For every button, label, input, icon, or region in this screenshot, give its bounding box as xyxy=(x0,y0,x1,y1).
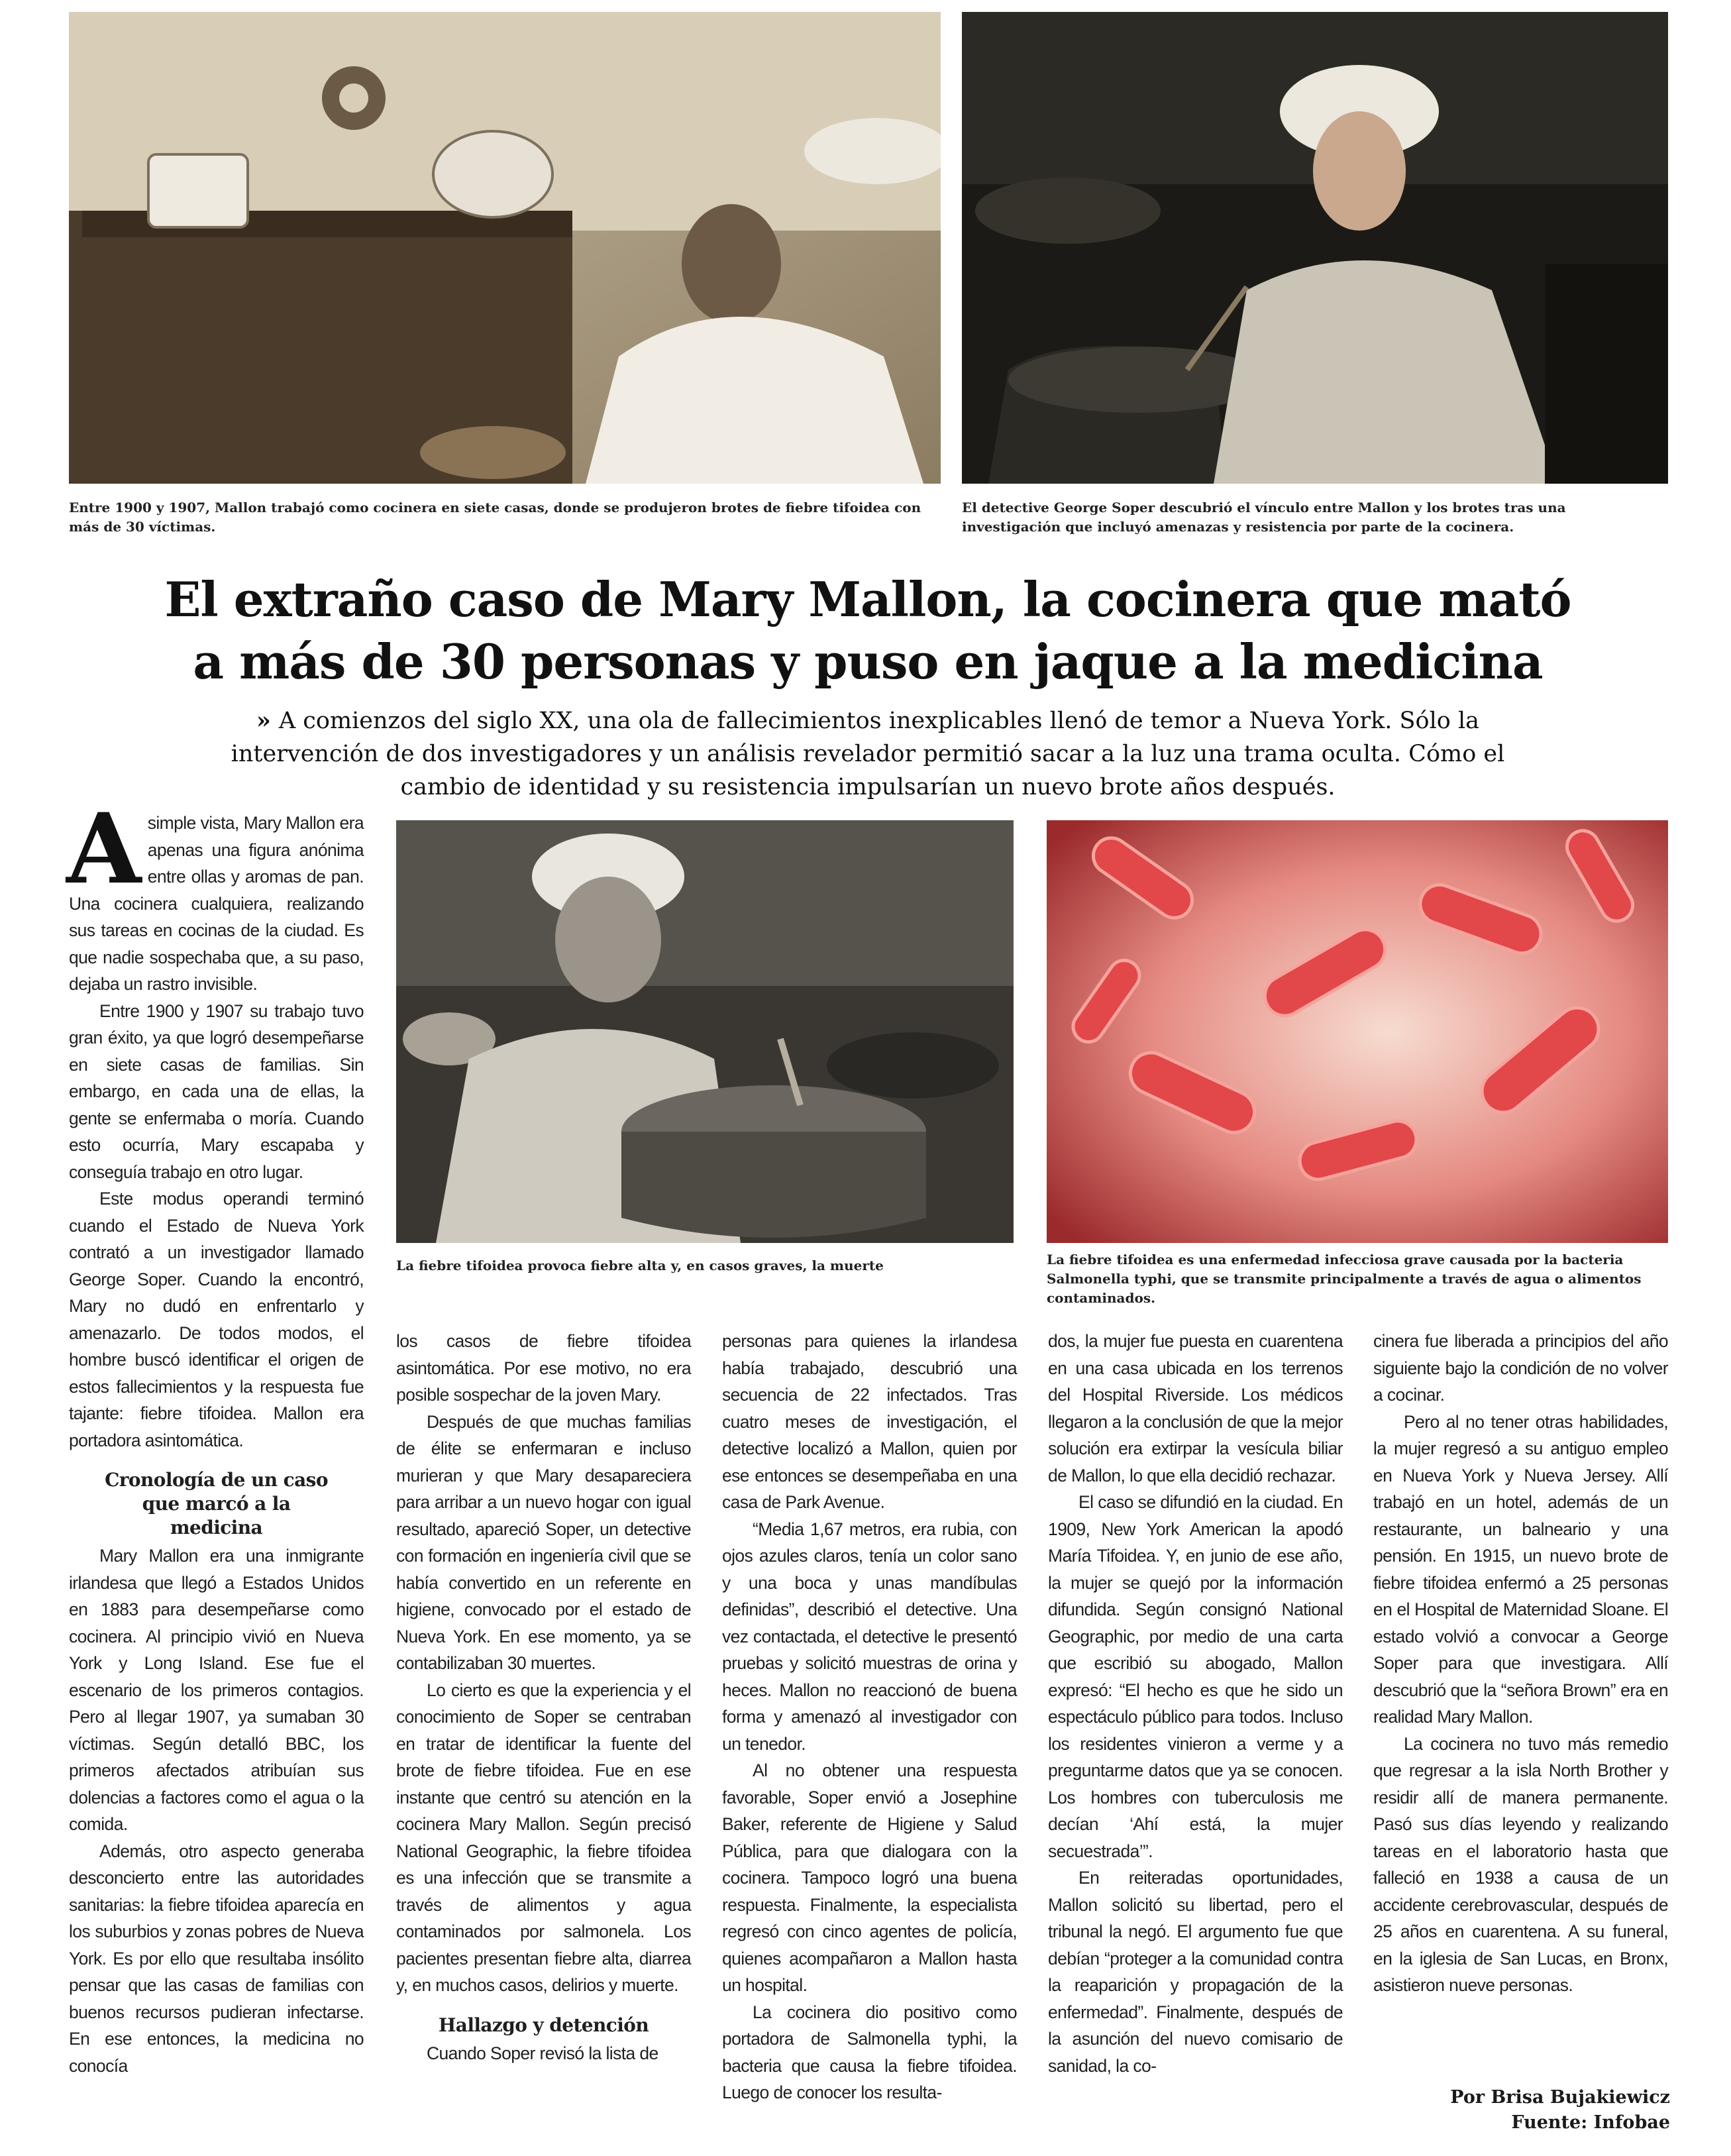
photo-caption-1: Entre 1900 y 1907, Mallon trabajó como cocinera en siete casas, donde se produjeron brotes de fiebre tifoidea con más de 30 víctimas. xyxy=(69,500,921,535)
article-paragraph: Este modus operandi terminó cuando el Estado de Nueva York contrató a un investigador llamado George Soper. Cuando la encontró, Mary no dudó en enfrentarlo y amenazarlo. De todos modos, el hombre buscó identificar el origen de estos fallecimientos y la respuesta fue tajante: fiebre tifoidea. Mallon era portadora asintomática. xyxy=(69,1189,364,1450)
headline-line-1: El extraño caso de Mary Mallon, la cocinera que mató xyxy=(164,571,1571,627)
article-paragraph: La cocinera no tuvo más remedio que regresar a la isla North Brother y residir allí de manera permanente. Pasó sus días leyendo y realizando tareas en el laboratorio hasta que falleció en 1938 a causa de un accidente cerebrovascular, después de 25 años en cuarentena. A su funeral, en la iglesia de San Lucas, en Bronx, asistieron nueve personas. xyxy=(1373,1733,1668,1995)
article-column-2 xyxy=(396,1328,691,2067)
article-paragraph: Entre 1900 y 1907 su trabajo tuvo gran éxito, ya que logró desempeñarse en siete casas de familias. Sin embargo, en cada una de ellas, la gente se enfermaba o moría. Cuando esto ocurría, Mary escapaba y conseguía trabajo en otro lugar. xyxy=(69,1000,364,1182)
cook-pot-photo xyxy=(396,820,1014,1243)
article-lead xyxy=(199,704,1537,804)
subheading: Cronología de un caso que marcó a la medicina xyxy=(105,1469,328,1538)
mallon-vintage-photo xyxy=(69,12,941,484)
subheading: Hallazgo y detención xyxy=(438,2014,649,2036)
article-paragraph: El caso se difundió en la ciudad. En 1909, New York American la apodó María Tifoidea. Y, en junio de ese año, la mujer se quejó por la información difundida. Según consignó National Geographic, por medio de una carta que escribió su abogado, Mallon expresó: “El hecho es que he sido un espectáculo público para todos. Incluso los residentes vinieron a verme y a preguntarme datos que ya se conocen. Los hombres con tuberculosis me decían ‘Ahí está, la mujer secuestrada’”. xyxy=(1048,1492,1343,1861)
lead-text: A comienzos del siglo XX, una ola de fallecimientos inexplicables llenó de temor a Nueva York. Sólo la intervención de dos investigadores y un análisis revelador permitió sacar a la luz una trama oculta. Cómo el cambio de identidad y su resistencia impulsarían un nuevo brote años después. xyxy=(231,708,1505,800)
byline xyxy=(1450,2085,1670,2135)
soper-kitchen-photo xyxy=(962,12,1668,484)
byline-source: Fuente: Infobae xyxy=(1511,2112,1670,2133)
article-paragraph: Mary Mallon era una inmigrante irlandesa que llegó a Estados Unidos en 1883 para desempeñarse como cocinera. Al principio vivió en Nueva York y Long Island. Ese fue el escenario de los primeros contagios. Pero al llegar 1907, ya sumaban 30 víctimas. Según detalló BBC, los primeros afectados atribuían sus dolencias a factores como el agua o la comida. xyxy=(69,1546,364,1834)
article-column-4 xyxy=(1048,1328,1343,2079)
headline-line-2: a más de 30 personas y puso en jaque a la medicina xyxy=(193,633,1543,690)
article-paragraph: los casos de fiebre tifoidea asintomática. Por ese motivo, no era posible sospechar de la joven Mary. xyxy=(396,1331,691,1405)
bacteria-photo xyxy=(1047,820,1668,1243)
article-paragraph: personas para quienes la irlandesa había trabajado, descubrió una secuencia de 22 infectados. Tras cuatro meses de investigación, el detective localizó a Mallon, quien por ese entonces se desempeñaba en una casa de Park Avenue. xyxy=(722,1331,1017,1512)
photo-caption-3: La fiebre tifoidea provoca fiebre alta y, en casos graves, la muerte xyxy=(396,1258,884,1273)
article-paragraph: Al no obtener una respuesta favorable, Soper envió a Josephine Baker, referente de Higiene y Salud Pública, para que dialogara con la cocinera. Tampoco logró una buena respuesta. Finalmente, la especialista regresó con cinco agentes de policía, quienes acompañaron a Mallon hasta un hospital. xyxy=(722,1760,1017,1995)
photo-caption-4: La fiebre tifoidea es una enfermedad infecciosa grave causada por la bacteria Salmonella typhi, que se transmite principalmente a través de agua o alimentos contaminados. xyxy=(1047,1252,1642,1306)
article-paragraph: Pero al no tener otras habilidades, la mujer regresó a su antiguo empleo en Nueva York y Nueva Jersey. Allí trabajó en un hotel, además de un restaurante, un balneario y una pensión. En 1915, un nuevo brote de fiebre tifoidea enfermó a 25 personas en el Hospital de Maternidad Sloane. El estado volvió a convocar a George Soper para que investigara. Allí descubrió que la “señora Brown” era en realidad Mary Mallon. xyxy=(1373,1411,1668,1727)
article-column-3 xyxy=(722,1328,1017,2106)
article-column-5 xyxy=(1373,1328,1668,1999)
drop-cap: A xyxy=(66,792,141,906)
article-paragraph: Cuando Soper revisó la lista de xyxy=(427,2043,658,2063)
article-paragraph: Asimple vista, Mary Mallon era apenas una figura anónima entre ollas y aromas de pan. Una cocinera cualquiera, realizando sus tareas en cocinas de la ciudad. Es que nadie sospechaba que, a su paso, dejaba un rastro invisible. xyxy=(66,792,364,994)
article-paragraph: cinera fue liberada a principios del año siguiente bajo la condición de no volver a cocinar. xyxy=(1373,1331,1668,1405)
article-paragraph: Lo cierto es que la experiencia y el conocimiento de Soper se centraban en tratar de identificar la fuente del brote de fiebre tifoidea. Fue en ese instante que centró su atención en la cocinera Mary Mallon. Según precisó National Geographic, la fiebre tifoidea es una infección que se transmite a través de alimentos y agua contaminados por salmonela. Los pacientes presentan fiebre alta, diarrea y, en muchos casos, delirios y muerte. xyxy=(396,1680,691,1995)
article-paragraph: En reiteradas oportunidades, Mallon solicitó su libertad, pero el tribunal la negó. El argumento fue que debían “proteger a la comunidad contra la reaparición y propagación de la enfermedad”. Finalmente, después de la asunción del nuevo comisario de sanidad, la co- xyxy=(1048,1868,1343,2076)
article-paragraph: Después de que muchas familias de élite se enfermaran e incluso murieran y que Mary desapareciera para arribar a un nuevo hogar con igual resultado, apareció Soper, un detective con formación en ingeniería civil que se había convertido en un referente en higiene, convocado por el estado de Nueva York. En ese momento, ya se contabilizaban 30 muertes. xyxy=(396,1411,691,1673)
byline-author: Por Brisa Bujakiewicz xyxy=(1450,2087,1670,2108)
article-paragraph: Además, otro aspecto generaba desconcierto entre las autoridades sanitarias: la fiebre tifoidea aparecía en los suburbios y zonas pobres de Nueva York. Es por ello que resultaba insólito pensar que las casas de familias con buenos recursos pudieran infectarse. En ese entonces, la medicina no conocía xyxy=(69,1841,364,2076)
article-paragraph: La cocinera dio positivo como portadora de Salmonella typhi, la bacteria que causa la fiebre tifoidea. Luego de conocer los resulta- xyxy=(722,2002,1017,2102)
article-column-1 xyxy=(66,792,364,2079)
article-paragraph: “Media 1,67 metros, era rubia, con ojos azules claros, tenía un color sano y una boca y unas mandíbulas definidas”, describió el detective. Una vez contactada, el detective le presentó pruebas y solicitó muestras de orina y heces. Mallon no reaccionó de buena forma y amenazó al investigador con un tenedor. xyxy=(722,1519,1017,1754)
lead-marker: » xyxy=(256,707,271,734)
photo-caption-2: El detective George Soper descubrió el vínculo entre Mallon y los brotes tras una investigación que incluyó amenazas y resistencia por parte de la cocinera. xyxy=(962,500,1566,535)
article-paragraph: dos, la mujer fue puesta en cuarentena en una casa ubicada en los terrenos del Hospital Riverside. Los médicos llegaron a la conclusión de que la mejor solución era extirpar la vesícula biliar de Mallon, lo que ella decidió rechazar. xyxy=(1048,1331,1343,1485)
